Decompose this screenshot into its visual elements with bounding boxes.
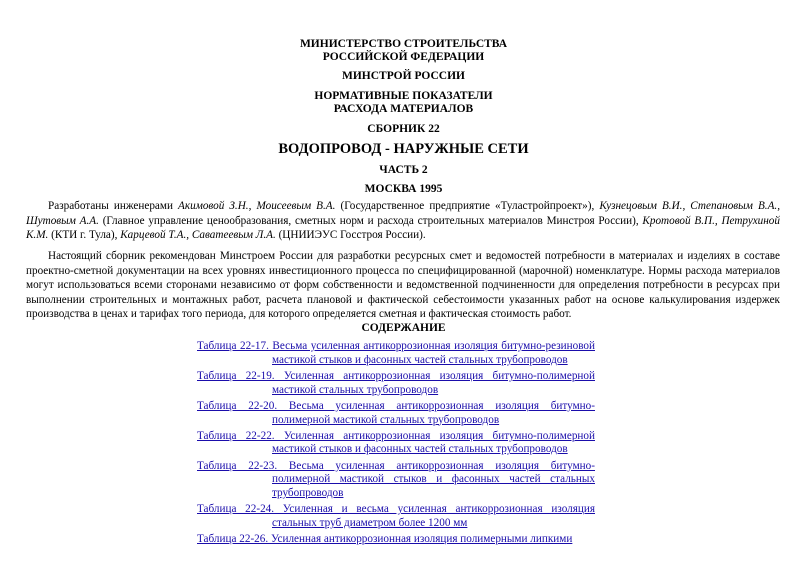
minstroy-heading <box>0 70 807 83</box>
part-heading <box>0 164 807 177</box>
toc-link-22-17[interactable]: Таблица 22-17. Весьма усиленная антикоррозионная изоляция битумно-резиновой мастикой стыков и фасонных частей стальных трубопроводов <box>197 340 595 366</box>
minstroy-label: МИНСТРОЙ РОССИИ <box>342 70 465 82</box>
ministry-heading <box>0 38 807 64</box>
developers-names-4: Карцевой Т.А., Саватеевым Л.А. <box>120 229 276 242</box>
norms-line-2: РАСХОДА МАТЕРИАЛОВ <box>333 103 474 115</box>
city-year: МОСКВА 1995 <box>364 183 443 195</box>
norms-heading <box>0 90 807 116</box>
developers-names-3: Кротовой В.П., Петрухиной К.М. <box>26 214 780 242</box>
toc-link-22-23[interactable]: Таблица 22-23. Весьма усиленная антикоррозионная изоляция битумно-полимерной мастикой стыков и фасонных частей стальных трубопроводов <box>197 459 595 500</box>
developers-text-1: Разработаны инженерами <box>48 200 179 212</box>
part-number: ЧАСТЬ 2 <box>379 164 428 176</box>
contents-heading <box>0 322 807 335</box>
collection-heading <box>0 123 807 136</box>
contents-title: СОДЕРЖАНИЕ <box>361 322 446 334</box>
developers-names-2: Кузнецовым В.И., Степановым В.А., Шутовым А.А. <box>26 200 780 227</box>
toc-link-22-26[interactable]: Таблица 22-26. Усиленная антикоррозионная изоляция полимерными липкими <box>197 533 573 546</box>
toc-link-22-19[interactable]: Таблица 22-19. Усиленная антикоррозионная изоляция битумно-полимерной мастикой стальных трубопроводов <box>197 369 595 396</box>
ministry-line-1: МИНИСТЕРСТВО СТРОИТЕЛЬСТВА <box>299 38 508 50</box>
developers-text-4: (КТИ г. Тула), <box>48 229 121 242</box>
toc-link-22-20[interactable]: Таблица 22-20. Весьма усиленная антикоррозионная изоляция битумно-полимерной мастикой стальных трубопроводов <box>197 399 595 426</box>
developers-names-1: Акимовой З.Н., Моисеевым В.А. <box>178 200 336 212</box>
toc-link-22-22[interactable]: Таблица 22-22. Усиленная антикоррозионная изоляция битумно-полимерной мастикой стыков и фасонных частей стальных трубопроводов <box>197 429 595 456</box>
developers-text-2: (Государственное предприятие «Туластройпроект»), <box>335 200 600 212</box>
document-title <box>0 141 807 157</box>
developers-paragraph <box>26 199 780 243</box>
contents-list <box>197 340 595 549</box>
norms-line-1: НОРМАТИВНЫЕ ПОКАЗАТЕЛИ <box>314 90 493 102</box>
toc-link-22-24[interactable]: Таблица 22-24. Усиленная и весьма усиленная антикоррозионная изоляция стальных труб диаметром более 1200 мм <box>197 503 595 529</box>
page-title: ВОДОПРОВОД - НАРУЖНЫЕ СЕТИ <box>278 141 529 157</box>
developers-text-3: (Главное управление ценообразования, сметных норм и расхода строительных материалов Минстроя России), <box>98 214 643 227</box>
collection-number: СБОРНИК 22 <box>367 123 440 135</box>
city-year-heading <box>0 183 807 196</box>
ministry-line-2: РОССИЙСКОЙ ФЕДЕРАЦИИ <box>322 51 485 63</box>
developers-text-5: (ЦНИИЭУС Госстроя России). <box>275 229 426 242</box>
intro-paragraph: Настоящий сборник рекомендован Минстроем России для разработки ресурсных смет и ведомостей потребности в материалах и изделиях в составе проектно-сметной документации на всех уровнях инвестиционного процесса по специфицированной (марочной) номенклатуре. Нормы расхода материалов могут использоваться всеми сторонами независимо от форм собственности и ведомственной подчиненности для определения потребности в ресурсах при выполнении строительных и монтажных работ, расчета плановой и фактической себестоимости указанных работ на основе калькулирования издержек производства в ценах и тарифах того периода, для которого определяется сметная и фактическая стоимость работ. <box>26 250 780 321</box>
